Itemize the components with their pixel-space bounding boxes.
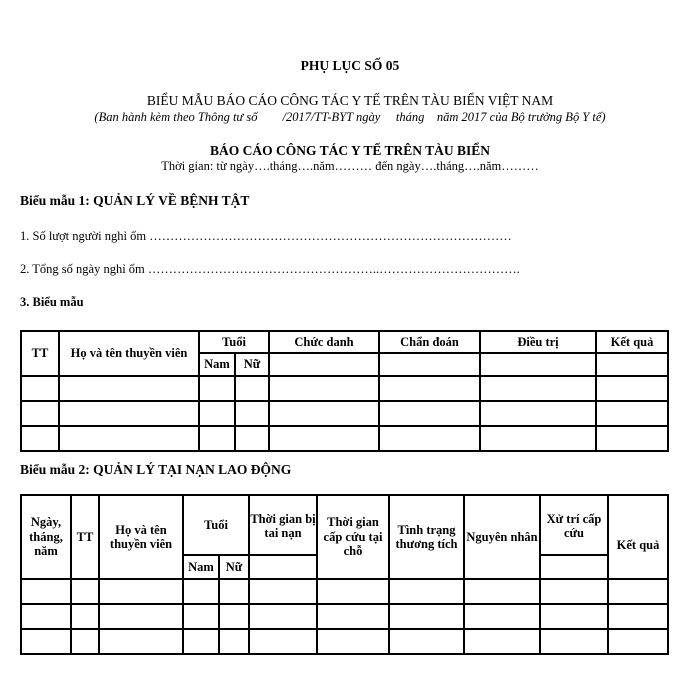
form2-title: Biểu mẫu 2: QUẢN LÝ TẠI NẠN LAO ĐỘNG [20,462,292,477]
report-period: Thời gian: từ ngày….tháng….năm……… đến ngày….tháng….năm……… [161,159,539,173]
table-cell [480,353,596,376]
table-cell [249,555,317,579]
col-header-crew-name: Họ và tên thuyền viên [59,331,199,376]
report-title: BÁO CÁO CÔNG TÁC Y TẾ TRÊN TÀU BIỂN [209,143,491,158]
form1-item-sick-days: 2. Tổng số ngày nghỉ ốm ………………………………………………..……………………………. [20,262,520,276]
form1-item-sick-count: 1. Số lượt người nghỉ ốm …………………………………………………………………………… [20,229,512,243]
col-header-injury-status: Tình trạng thương tích [389,495,464,579]
col-header-female: Nữ [235,353,269,376]
accident-table [20,494,669,655]
table-cell [379,353,480,376]
table-row [21,401,668,426]
col-header-age: Tuổi [199,331,269,353]
table-cell [540,555,608,579]
issued-by-note: (Ban hành kèm theo Thông tư số /2017/TT-BYT ngày tháng năm 2017 của Bộ trưởng Bộ Y tế) [94,110,606,124]
col-header-tt: TT [21,331,59,376]
col-header-first-aid-time: Thời gian cấp cứu tại chỗ [317,495,389,579]
col-header-position: Chức danh [269,331,379,353]
col-header-male: Nam [199,353,235,376]
table-row [21,579,668,604]
col-header-date: Ngày, tháng, năm [21,495,71,579]
form-title: BIỂU MẪU BÁO CÁO CÔNG TÁC Y TẾ TRÊN TÀU BIỂN VIỆT NAM [146,93,554,108]
table-row [21,604,668,629]
col-header-tt: TT [71,495,99,579]
appendix-title: PHỤ LỤC SỐ 05 [300,58,400,73]
col-header-result: Kết quả [596,331,668,353]
col-header-accident-time: Thời gian bị tai nạn [249,495,317,555]
col-header-age: Tuổi [183,495,249,555]
table-cell [269,353,379,376]
col-header-result: Kết quả [608,495,668,579]
col-header-cause: Nguyên nhân [464,495,540,579]
col-header-crew-name: Họ và tên thuyền viên [99,495,183,579]
table-row [21,426,668,451]
form1-title: Biểu mẫu 1: QUẢN LÝ VỀ BỆNH TẬT [20,193,250,208]
col-header-treatment: Điều trị [480,331,596,353]
col-header-first-aid-handling: Xử trí cấp cứu [540,495,608,555]
table-row [21,629,668,654]
col-header-female: Nữ [219,555,249,579]
form1-item-template: 3. Biểu mẫu [20,295,84,309]
sickness-table [20,330,669,452]
table-cell [596,353,668,376]
col-header-diagnosis: Chẩn đoán [379,331,480,353]
table-row [21,376,668,401]
col-header-male: Nam [183,555,219,579]
